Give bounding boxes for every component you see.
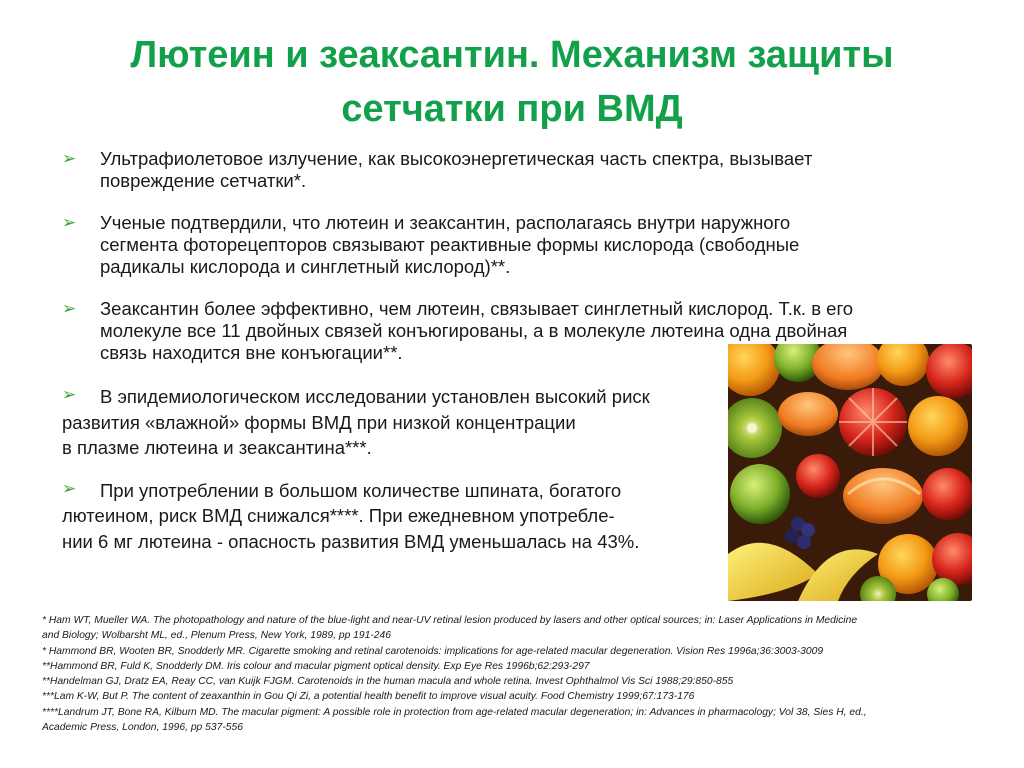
slide-title-line-1: Лютеин и зеаксантин. Механизм защиты: [130, 34, 894, 76]
bullet-text-line: Зеаксантин более эффективно, чем лютеин, связывает синглетный кислород. Т.к. в его: [100, 298, 854, 319]
reference-line: * Ham WT, Mueller WA. The photopathology and nature of the blue-light and near-UV retinal lesion produced by lasers and other optical sources; in: Laser Applications in Medicine: [42, 615, 858, 626]
bullet-arrow-icon: ➢: [62, 149, 77, 168]
bullet-arrow-icon: ➢: [62, 299, 77, 318]
bullet-item-2: [62, 212, 962, 278]
bullet-text-line: сегмента фоторецепторов связывают реактивные формы кислорода (свободные: [100, 234, 800, 255]
bullet-arrow-icon: ➢: [62, 213, 77, 232]
fruit-photo: [728, 344, 972, 601]
bullet-text-line: повреждение сетчатки*.: [100, 170, 307, 191]
slide-title-line-2: сетчатки при ВМД: [341, 88, 683, 130]
references: [42, 613, 992, 735]
slide-title: [40, 28, 984, 136]
reference-line: and Biology; Wolbarsht ML, ed., Plenum Press, New York, 1989, pp 191-246: [42, 630, 391, 642]
bullet-text-line: В эпидемиологическом исследовании установлен высокий риск: [100, 386, 650, 407]
fruit-photo-icon: [728, 344, 972, 601]
bullet-text-line: Ультрафиолетовое излучение, как высокоэнергетическая часть спектра, вызывает: [100, 148, 813, 169]
reference-line: ****Landrum JT, Bone RA, Kilburn MD. The macular pigment: A possible role in protection from age-related macular degeneration; in: Advances in pharmacology; Vol 38, Sies H, ed.,: [42, 706, 867, 718]
bullet-text-line: лютеином, риск ВМД снижался****. При ежедневном употребле-: [62, 505, 615, 526]
bullet-text-line: молекуле все 11 двойных связей конъюгированы, а в молекуле лютеина одна двойная: [100, 320, 848, 341]
bullet-text-line: нии 6 мг лютеина - опасность развития ВМД уменьшалась на 43%.: [62, 530, 640, 552]
bullet-text-line: связь находится вне конъюгации**.: [100, 342, 403, 363]
reference-line: ***Lam K-W, But P. The content of zeaxanthin in Gou Qi Zi, a potential health benefit to improve visual acuity. Food Chemistry 1999;67:173-176: [42, 691, 695, 703]
bullet-text-line: Ученые подтвердили, что лютеин и зеаксантин, располагаясь внутри наружного: [100, 212, 791, 233]
reference-line: Academic Press, London, 1996, pp 537-556: [42, 722, 243, 734]
bullet-item-1: [62, 148, 962, 192]
bullet-arrow-icon: ➢: [62, 385, 77, 404]
bullet-text-line: При употреблении в большом количестве шпината, богатого: [100, 479, 622, 501]
reference-line: * Hammond BR, Wooten BR, Snodderly MR. Cigarette smoking and retinal carotenoids: implications for age-related macular degeneration. Vision Res 1996a;36:3003-3009: [42, 645, 824, 657]
reference-line: **Handelman GJ, Dratz EA, Reay CC, van Kuijk FJGM. Carotenoids in the human macula and whole retina. Invest Ophthalmol Vis Sci 1988;29:850-855: [42, 676, 734, 688]
bullet-text-line: в плазме лютеина и зеаксантина***.: [62, 437, 372, 458]
bullet-text-line: радикалы кислорода и синглетный кислород)**.: [100, 256, 511, 277]
bullet-text-line: развития «влажной» формы ВМД при низкой концентрации: [62, 411, 576, 433]
reference-line: **Hammond BR, Fuld K, Snodderly DM. Iris colour and macular pigment optical density. Exp Eye Res 1996b;62:293-297: [42, 660, 590, 672]
bullet-arrow-icon: ➢: [62, 478, 77, 498]
